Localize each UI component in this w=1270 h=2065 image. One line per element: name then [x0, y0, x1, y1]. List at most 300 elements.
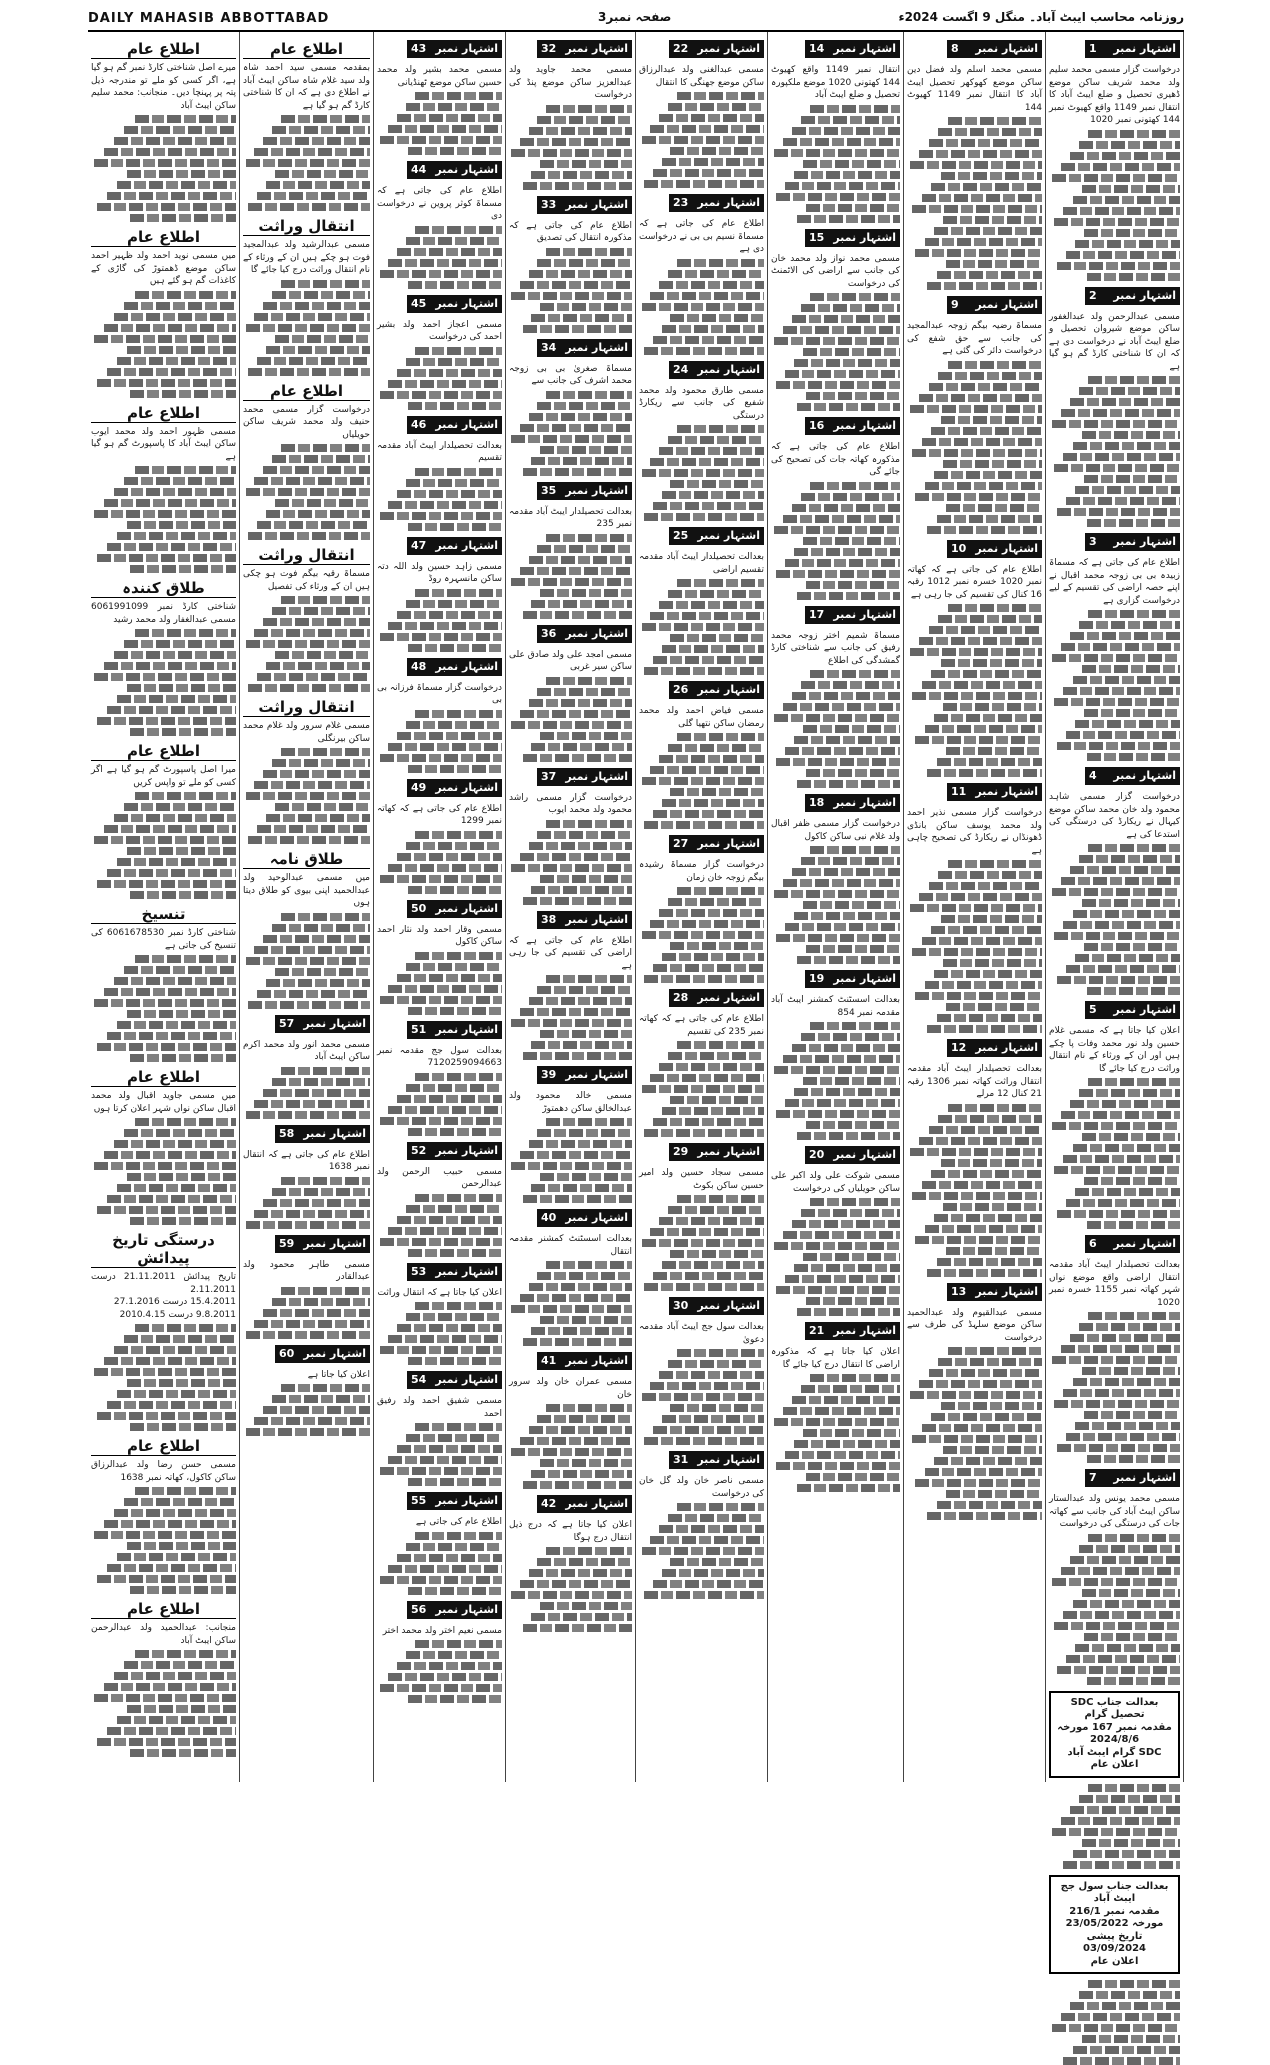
print-line	[938, 128, 1042, 136]
print-line	[919, 637, 1042, 645]
page-label: صفحہ نمبر3	[598, 10, 672, 24]
notice-text: اطلاع عام کی جاتی ہے کہ انتقال نمبر 1638	[243, 1149, 370, 1172]
print-line	[941, 659, 1042, 667]
print-line	[792, 1396, 900, 1404]
filler-text-block	[771, 670, 900, 788]
print-line	[272, 455, 370, 463]
notice-number: 42	[541, 1497, 557, 1510]
print-line	[776, 381, 900, 389]
print-line	[130, 1586, 236, 1594]
court-notice-line: تاریخ پیشی 03/09/2024	[1083, 1930, 1146, 1954]
notice-number: 21	[809, 1324, 825, 1337]
court-notice-line: مقدمہ نمبر 216/1 مورخہ 23/05/2022	[1065, 1905, 1164, 1929]
print-line	[668, 1360, 764, 1368]
print-line	[408, 1128, 502, 1136]
print-line	[1088, 376, 1180, 384]
notice-label: اشتہار نمبر	[435, 417, 498, 431]
print-line	[540, 1602, 632, 1610]
notice-text: درخواست گزار مسمی راشد محمود ولد محمد ایوب	[509, 792, 632, 815]
notice-number: 54	[411, 1373, 427, 1386]
notice-text: اعلان کیا جاتا ہے کہ مسمی غلام حسین ولد نور محمد وفات پا چکے ہیں اور ان کے ورثاء کے نام انتقال وراثت درج کیا جائے گا	[1049, 1026, 1180, 1074]
print-line	[792, 692, 900, 700]
notice-label: اشتہار نمبر	[697, 991, 760, 1004]
print-line	[540, 303, 632, 311]
filler-text-block	[639, 887, 764, 983]
notice-header	[639, 40, 764, 60]
filler-text-block	[243, 280, 370, 376]
print-line	[934, 1457, 1042, 1465]
print-line	[670, 1250, 764, 1258]
print-line	[107, 368, 236, 376]
print-line	[946, 260, 1042, 268]
notice-number: 37	[541, 769, 557, 783]
print-line	[275, 968, 370, 976]
court-notice-line: اعلان عام	[1090, 1759, 1139, 1770]
print-line	[406, 103, 502, 111]
print-line	[537, 116, 632, 124]
filler-text-block	[377, 347, 502, 410]
print-line	[659, 755, 764, 763]
print-line	[124, 302, 236, 310]
print-line	[94, 999, 236, 1007]
notice-number-box	[805, 1322, 900, 1340]
print-line	[104, 662, 236, 670]
print-line	[1082, 185, 1180, 193]
masthead	[88, 8, 1184, 32]
notice-number: 12	[951, 1041, 967, 1054]
print-line	[388, 864, 502, 872]
print-line	[408, 281, 502, 289]
print-line	[1061, 1345, 1180, 1353]
print-line	[266, 181, 370, 189]
filler-text-block	[91, 291, 236, 398]
notice-header	[243, 1345, 370, 1365]
notice-label: اشتہار نمبر	[833, 1148, 896, 1161]
notice-number: 36	[541, 626, 557, 640]
notice-number: 46	[411, 417, 427, 431]
print-line	[246, 957, 370, 965]
print-line	[670, 480, 764, 488]
print-line	[520, 1437, 632, 1445]
print-line	[774, 1242, 900, 1250]
notice-header	[509, 1209, 632, 1229]
print-line	[1054, 464, 1180, 472]
print-line	[937, 1501, 1042, 1509]
notice-number-box	[537, 40, 632, 58]
filler-text-block	[377, 1532, 502, 1595]
print-line	[668, 270, 764, 278]
print-line	[642, 469, 765, 477]
print-line	[248, 836, 370, 844]
notice-label: اشتہار نمبر	[1113, 1237, 1176, 1250]
print-line	[1070, 398, 1180, 406]
print-line	[801, 493, 900, 501]
notice-number-box	[537, 196, 632, 214]
section-text: درخواست گزار مسمی محمد حنیف ولد محمد شریف ساکن حویلیاں	[243, 404, 370, 440]
print-line	[380, 1576, 503, 1584]
print-line	[408, 1249, 502, 1257]
print-line	[246, 792, 370, 800]
print-line	[1075, 1422, 1180, 1430]
print-line	[1079, 1089, 1180, 1097]
print-line	[919, 1380, 1042, 1388]
notice-header	[509, 625, 632, 645]
print-line	[511, 1019, 632, 1027]
notice-number-box	[1085, 287, 1180, 305]
print-line	[281, 913, 370, 921]
print-line	[1063, 207, 1180, 215]
print-line	[668, 103, 764, 111]
print-line	[910, 1148, 1042, 1156]
print-line	[540, 160, 632, 168]
print-line	[380, 875, 503, 883]
print-line	[520, 853, 632, 861]
print-line	[117, 695, 236, 703]
print-line	[797, 1484, 900, 1492]
print-line	[937, 758, 1042, 766]
print-line	[114, 488, 236, 496]
filler-text-block	[243, 596, 370, 692]
notice-label: اشتہار نمبر	[697, 196, 760, 209]
print-line	[546, 1261, 632, 1269]
print-line	[659, 447, 764, 455]
notice-number: 5	[1089, 1003, 1097, 1016]
print-line	[644, 513, 764, 521]
notice-text: مسمی حبیب الرحمن ولد عبدالرحمن	[377, 1166, 502, 1189]
notice-header	[377, 900, 502, 920]
print-line	[803, 901, 900, 909]
print-line	[1082, 899, 1180, 907]
print-line	[668, 590, 764, 598]
notice-text: مسماۃ شمیم اختر زوجہ محمد رفیق کی جانب سے شناختی کارڈ گمشدگی کی اطلاع	[771, 630, 900, 666]
print-line	[1057, 742, 1180, 750]
print-line	[529, 1569, 632, 1577]
print-line	[520, 710, 632, 718]
print-line	[1063, 1861, 1180, 1869]
print-line	[783, 326, 900, 334]
print-line	[529, 1283, 632, 1291]
print-line	[408, 523, 502, 531]
notice-label: اشتہار نمبر	[565, 626, 628, 640]
print-line	[117, 1716, 236, 1724]
print-line	[785, 1275, 900, 1283]
print-line	[941, 416, 1042, 424]
print-line	[523, 897, 632, 905]
notice-header	[377, 1601, 502, 1621]
print-line	[1084, 1411, 1180, 1419]
print-line	[806, 1473, 900, 1481]
print-line	[650, 612, 764, 620]
print-line	[785, 747, 900, 755]
print-line	[934, 714, 1042, 722]
notice-label: اشتہار نمبر	[435, 1264, 498, 1278]
filler-text-block	[377, 1194, 502, 1257]
notice-header	[509, 1495, 632, 1515]
notice-text: اطلاع عام کی جاتی ہے کہ کھاتہ نمبر 1020 خسرہ نمبر 1012 رقبہ 16 کنال کی تقسیم کی جا رہی ہے	[907, 564, 1043, 600]
filler-text-block	[639, 1349, 764, 1445]
print-line	[659, 114, 764, 122]
paper-name: DAILY MAHASIB ABBOTTABAD	[88, 11, 330, 26]
notice-number: 10	[951, 541, 967, 555]
print-line	[248, 203, 370, 211]
notice-label: اشتہار نمبر	[1113, 769, 1176, 782]
print-line	[537, 986, 632, 994]
court-notice-line: اعلان عام	[1090, 1955, 1139, 1967]
notice-number-box	[1085, 40, 1180, 58]
notice-header	[509, 1352, 632, 1372]
filler-text-block	[1049, 1784, 1180, 1869]
notice-text: اطلاع عام کی جاتی ہے کہ مسماۃ زبیدہ بی بی زوجہ محمد اقبال نے اپنے حصہ اراضی کی تقسیم کے لیے درخواست گزاری ہے	[1049, 558, 1180, 606]
print-line	[797, 1308, 900, 1316]
notice-text: بعدالت سول جج مقدمہ نمبر 7120259094663	[377, 1045, 502, 1068]
print-line	[670, 1404, 764, 1412]
print-line	[919, 893, 1042, 901]
print-line	[915, 493, 1042, 501]
notice-text: مسمی محمد اسلم ولد فضل دین ساکن موضع کھوکھر تحصیل ایبٹ آباد کا انتقال نمبر 1149 کھیوٹ 144	[907, 65, 1043, 113]
notice-header	[907, 783, 1042, 803]
print-line	[774, 714, 900, 722]
print-line	[803, 537, 900, 545]
print-line	[104, 148, 236, 156]
print-line	[774, 1418, 900, 1426]
print-line	[1082, 1839, 1180, 1847]
print-line	[531, 1041, 632, 1049]
notice-text: مسماۃ رضیہ بیگم زوجہ عبدالمجید کی جانب سے حق شفع کی درخواست دائر کی گئی ہے	[907, 321, 1042, 356]
filler-text-block	[91, 466, 236, 573]
notice-header	[377, 1371, 502, 1391]
print-line	[1070, 632, 1180, 640]
print-line	[934, 227, 1042, 235]
print-line	[397, 732, 502, 740]
print-line	[783, 1407, 900, 1415]
column-3	[768, 32, 904, 1782]
notice-number: 39	[541, 1068, 557, 1081]
print-line	[281, 115, 370, 123]
notice-number: 50	[411, 901, 427, 915]
print-line	[806, 204, 900, 212]
print-line	[948, 117, 1043, 125]
print-line	[653, 964, 764, 972]
filler-text-block	[91, 955, 236, 1062]
filler-text-block	[771, 105, 900, 223]
print-line	[910, 904, 1042, 912]
print-line	[104, 1357, 236, 1365]
section-text: مسمی عبدالرشید ولد عبدالمجید فوت ہو چکے ہیں ان کے ورثاء کے نام انتقال وراثت درج کیا جائے گا	[243, 240, 370, 275]
print-line	[644, 975, 764, 983]
print-line	[1073, 442, 1180, 450]
print-line	[677, 1503, 765, 1511]
print-line	[937, 1014, 1042, 1022]
print-line	[801, 857, 900, 865]
print-line	[662, 953, 765, 961]
notice-text: مسمی محمد یونس ولد عبدالستار ساکن ایبٹ آباد کی جانب سے کھاتہ جات کی درستگی کی درخواست	[1049, 1494, 1180, 1529]
notice-text: درخواست گزار مسمی محمد سلیم ولد محمد شریف ساکن موضع ڈھیری تحصیل و ضلع ایبٹ آباد کا انتقال نمبر 1149 واقع کھیوٹ نمبر 144 کھتونی نمبر 1020	[1049, 65, 1181, 125]
print-line	[668, 898, 764, 906]
print-line	[915, 1479, 1042, 1487]
print-line	[1057, 262, 1180, 270]
filler-text-block	[377, 952, 502, 1015]
notice-number-box	[407, 1601, 502, 1619]
print-line	[415, 1532, 503, 1540]
notice-text: اطلاع عام کی جاتی ہے کہ مسماۃ نسیم بی بی نے درخواست دی ہے	[639, 219, 764, 254]
section-text: میں مسمی جاوید اقبال ولد محمد اقبال ساکن نواں شہر اعلان کرتا ہوں	[91, 1091, 236, 1114]
print-line	[104, 1151, 236, 1159]
print-line	[529, 556, 632, 564]
section-text: 15.4.2011 درست 27.1.2016	[113, 1297, 236, 1307]
filler-text-block	[509, 105, 632, 190]
filler-text-block	[91, 1324, 236, 1431]
print-line	[254, 477, 370, 485]
print-line	[1088, 1312, 1180, 1320]
print-line	[97, 1575, 236, 1583]
print-line	[931, 1413, 1042, 1421]
print-line	[946, 1490, 1042, 1498]
notice-label: اشتہار نمبر	[435, 163, 498, 176]
print-line	[107, 1727, 236, 1735]
print-line	[254, 1417, 370, 1425]
notice-number: 25	[673, 529, 689, 542]
print-line	[408, 1695, 502, 1703]
notice-header	[377, 1021, 502, 1041]
notice-text: مسمی عمران خان ولد سرور خان	[509, 1377, 632, 1400]
filler-text-block	[907, 117, 1042, 290]
print-line	[114, 977, 236, 985]
print-line	[919, 394, 1042, 402]
print-line	[1061, 163, 1180, 171]
print-line	[263, 137, 370, 145]
filler-text-block	[771, 846, 900, 964]
print-line	[388, 380, 502, 388]
section-title: اطلاع عام	[91, 1068, 236, 1087]
print-line	[406, 1084, 502, 1092]
print-line	[1082, 431, 1180, 439]
print-line	[1070, 866, 1180, 874]
print-line	[107, 1032, 236, 1040]
notice-header	[377, 658, 502, 678]
print-line	[117, 357, 236, 365]
print-line	[397, 1554, 502, 1562]
print-line	[1075, 1188, 1180, 1196]
print-line	[388, 985, 502, 993]
print-line	[912, 449, 1042, 457]
notice-header	[639, 835, 764, 855]
notice-text: درخواست گزار مسماۃ رشیدہ بیگم زوجہ خان زمان	[639, 860, 764, 883]
notice-text: اطلاع عام کی جاتی ہے کہ مذکورہ کھاتہ جات کی تصحیح کی جائے گی	[771, 442, 900, 477]
print-line	[792, 868, 900, 876]
filler-text-block	[771, 1374, 900, 1492]
notice-number: 19	[809, 972, 825, 985]
print-line	[801, 1209, 900, 1217]
print-line	[135, 115, 237, 123]
print-line	[263, 1199, 370, 1207]
print-line	[107, 192, 236, 200]
print-line	[254, 946, 370, 954]
print-line	[263, 302, 370, 310]
print-line	[127, 170, 236, 178]
print-line	[415, 589, 503, 597]
notice-label: اشتہار نمبر	[565, 340, 628, 354]
column-2	[904, 32, 1046, 1782]
notice-number: 41	[541, 1354, 557, 1367]
notice-number: 24	[673, 362, 689, 376]
print-line	[380, 391, 503, 399]
print-line	[810, 105, 900, 113]
filler-text-block	[639, 1503, 764, 1599]
filler-text-block	[907, 1347, 1042, 1520]
print-line	[1070, 152, 1180, 160]
print-line	[922, 681, 1042, 689]
print-line	[776, 934, 900, 942]
print-line	[1079, 621, 1180, 629]
column-8	[88, 32, 240, 1782]
notice-number-box	[1085, 1001, 1180, 1019]
print-line	[1061, 409, 1180, 417]
print-line	[546, 1547, 632, 1555]
column-4	[636, 32, 768, 1782]
notice-label: اشتہار نمبر	[565, 769, 628, 783]
print-line	[275, 335, 370, 343]
print-line	[922, 194, 1042, 202]
notice-header	[377, 1263, 502, 1283]
section-text: مسمی غلام سرور ولد غلام محمد ساکن بیرنگلی	[243, 721, 370, 744]
print-line	[546, 248, 632, 256]
court-notice-box	[1049, 1875, 1180, 1975]
notice-label: اشتہار نمبر	[833, 1324, 896, 1337]
print-line	[1066, 1199, 1180, 1207]
print-line	[1087, 1455, 1180, 1463]
print-line	[1066, 251, 1180, 259]
section-text: مسماۃ رقیہ بیگم فوت ہو چکی ہیں ان کے ورثاء کی تفصیل	[243, 569, 370, 592]
filler-text-block	[91, 1487, 236, 1594]
print-line	[511, 1162, 632, 1170]
print-line	[94, 159, 236, 167]
print-line	[130, 1749, 236, 1757]
notice-header	[377, 295, 502, 315]
print-line	[801, 681, 900, 689]
notice-text: مسمی ناصر خان ولد گل خان کی درخواست	[639, 1476, 764, 1499]
section-text: مسمی حسن رضا ولد عبدالرزاق ساکن کاکول، کھاتہ نمبر 1638	[91, 1460, 236, 1483]
notice-header	[377, 1492, 502, 1512]
newspaper-page	[88, 8, 1184, 1967]
print-line	[263, 770, 370, 778]
print-line	[1075, 720, 1180, 728]
filler-text-block	[509, 248, 632, 333]
notice-number-box	[947, 40, 1042, 58]
print-line	[114, 651, 236, 659]
print-line	[1073, 1378, 1180, 1386]
print-line	[523, 1195, 632, 1203]
print-line	[948, 604, 1043, 612]
print-line	[537, 1129, 632, 1137]
filler-text-block	[243, 1287, 370, 1339]
notice-text: مسمی محمد جاوید ولد عبدالعزیز ساکن موضع پنڈ کی درخواست	[509, 65, 632, 100]
print-line	[912, 1192, 1042, 1200]
notice-number: 55	[411, 1494, 427, 1507]
notice-number-box	[669, 361, 764, 379]
notice-label: اشتہار نمبر	[303, 1236, 366, 1250]
notice-label: اشتہار نمبر	[833, 796, 896, 809]
print-line	[104, 324, 236, 332]
print-line	[929, 882, 1042, 890]
print-line	[511, 292, 632, 300]
notice-text: مسمی محمد انور ولد محمد اکرم ساکن ایبٹ آباد	[243, 1039, 370, 1062]
notice-label: اشتہار نمبر	[435, 1143, 498, 1157]
print-line	[662, 645, 765, 653]
notice-number-box	[407, 1492, 502, 1510]
print-line	[794, 1264, 900, 1272]
print-line	[511, 864, 632, 872]
print-line	[1061, 643, 1180, 651]
